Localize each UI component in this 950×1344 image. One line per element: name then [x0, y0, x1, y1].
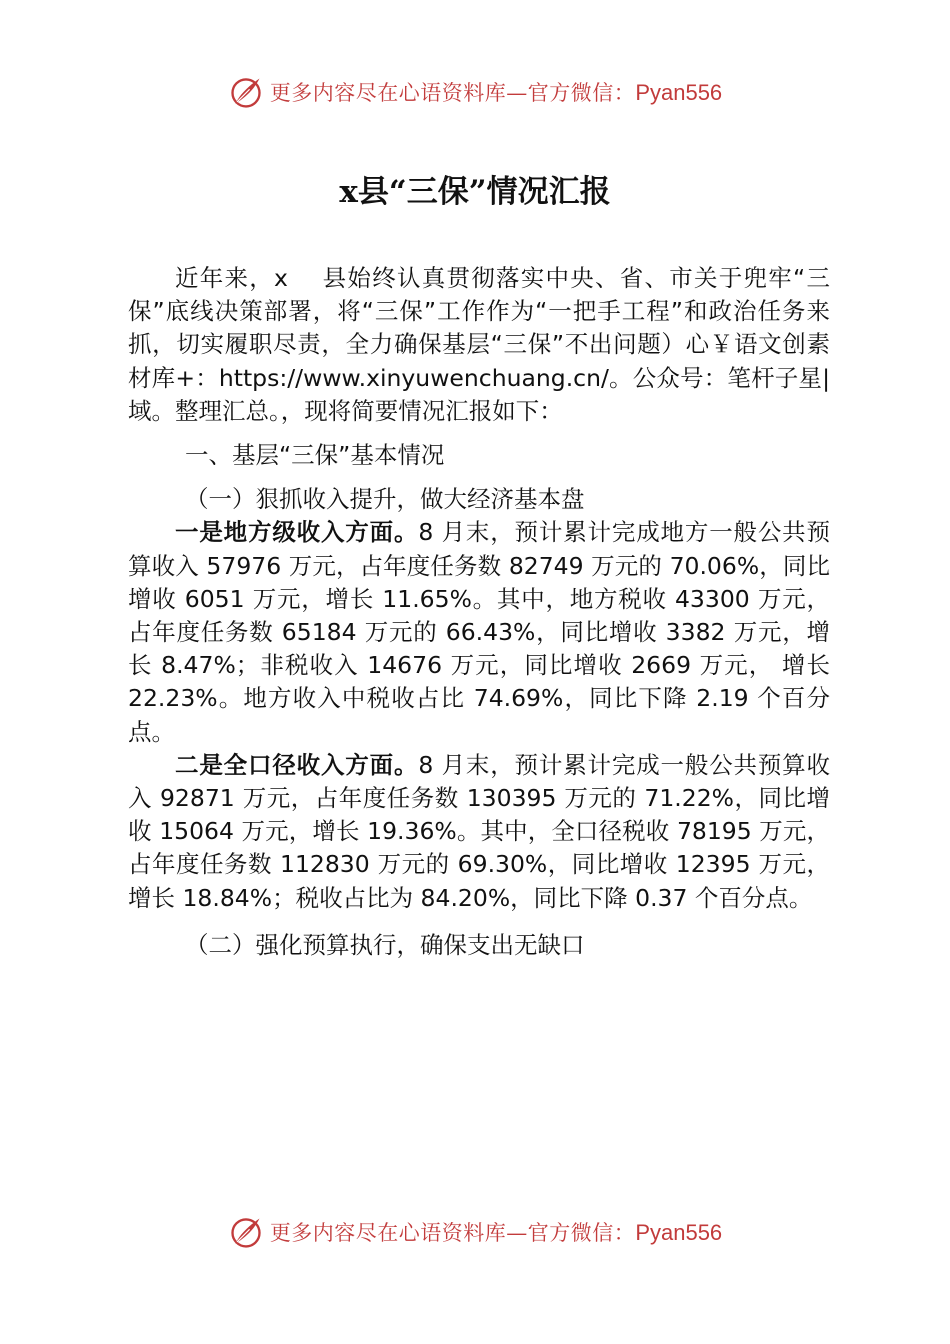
paragraph-total-revenue: [128, 749, 830, 915]
banner-text: 更多内容尽在心语资料库—官方微信：Pyan556: [269, 80, 723, 105]
subsection-heading-1: （一）狠抓收入提升，做大经济基本盘: [185, 485, 585, 514]
quill-logo-icon: [228, 1214, 264, 1250]
paragraph-lead: 一是地方级收入方面。: [175, 518, 419, 547]
wechat-id: Pyan556: [635, 1220, 723, 1245]
header-watermark-banner: [0, 72, 950, 112]
section-heading-1: 一、基层“三保”基本情况: [185, 441, 445, 470]
paragraph-body: 8 月末，预计累计完成一般公共预算收入 92871 万元，占年度任务数 130395 万元的 71.22%，同比增收 15064 万元，增长 19.36%。其中，全口径税收 78195 万元，占年度任务数 112830 万元的 69.30%，同比增收 12395 万元，增长 18.84%；税收占比为 84.20%，同比下降 0.37 个百分点。: [128, 750, 831, 912]
quill-logo-icon: [228, 74, 264, 110]
paragraph-local-revenue: [128, 516, 830, 748]
paragraph-lead: 二是全口径收入方面。: [175, 750, 419, 779]
subsection-heading-2: （二）强化预算执行，确保支出无缺口: [185, 930, 585, 959]
paragraph-body: 8 月末，预计累计完成地方一般公共预算收入 57976 万元，占年度任务数 82749 万元的 70.06%，同比增收 6051 万元，增长 11.65%。其中，地方税收 43300 万元，占年度任务数 65184 万元的 66.43%，同比增收 3382 万元，增长 8.47%；非税收入 14676 万元，同比增收 2669 万元， 增长 22.23%。地方收入中税收占比 74.69%，同比下降 2.19 个百分点。: [128, 518, 831, 746]
banner-text: 更多内容尽在心语资料库—官方微信：Pyan556: [269, 1220, 723, 1245]
wechat-id: Pyan556: [635, 80, 723, 105]
document-body: [128, 262, 830, 962]
intro-paragraph: 近年来，x 县始终认真贯彻落实中央、省、市关于兜牢“三保”底线决策部署，将“三保”工作作为“一把手工程”和政治任务来抓，切实履职尽责，全力确保基层“三保”不出问题）心￥语文创素材库+：https://www.xinyuwenchuang.cn/。公众号：笔杆子星|域。整理汇总。，现将简要情况汇报如下：: [128, 264, 830, 425]
document-title: x县“三保”情况汇报: [339, 174, 611, 210]
footer-watermark-banner: [0, 1212, 950, 1252]
